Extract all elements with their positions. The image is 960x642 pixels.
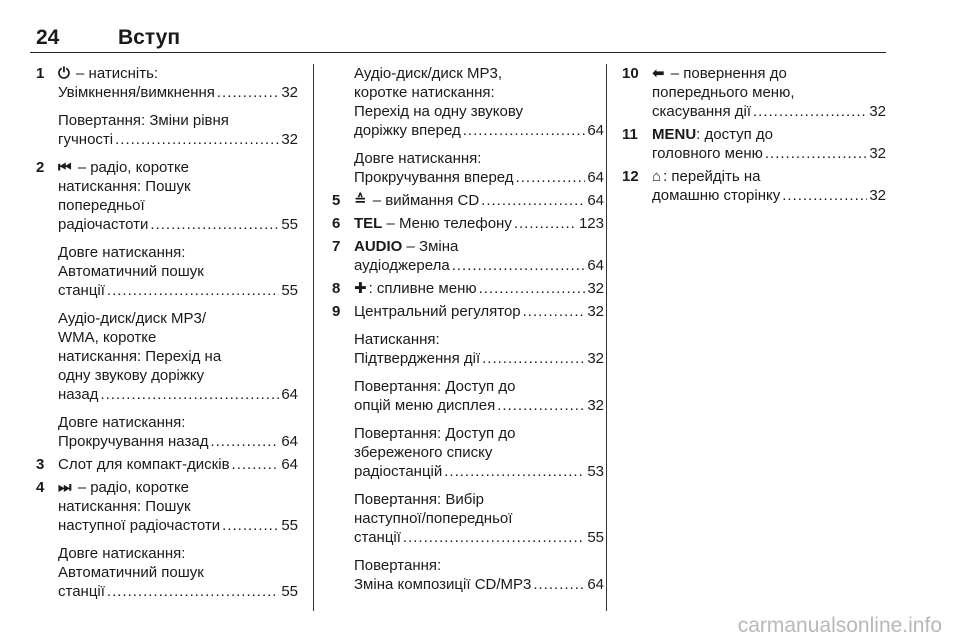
column-divider [606, 64, 607, 611]
item-number: 3 [36, 456, 45, 473]
toc-ref: Центральний регулятор ..... 32 [354, 302, 604, 321]
toc-ref: радіочастоти ..... 55 [58, 215, 298, 234]
toc-ref: назад ..... 64 [58, 385, 298, 404]
header-divider [30, 52, 886, 53]
toc-ref: Прокручування вперед ..... 64 [354, 168, 604, 187]
power-icon: ⏻ [58, 65, 70, 82]
back-arrow-icon: ⬅ [652, 65, 665, 82]
item-number: 11 [622, 126, 638, 143]
item-number: 10 [622, 65, 639, 82]
page-number: 24 [36, 26, 60, 49]
column-1 [36, 64, 298, 601]
item-11: 11 MENU: доступ до головного меню ..... 32 [622, 125, 886, 163]
item-number: 2 [36, 159, 45, 176]
toc-ref: головного меню ..... 32 [652, 144, 886, 163]
toc-ref: ✚ : спливне меню ..... 32 [354, 279, 604, 298]
page-header [30, 26, 886, 54]
audio-key: AUDIO [354, 238, 403, 255]
plus-icon: ✚ [354, 280, 367, 297]
toc-ref: Слот для компакт-дисків ..... 64 [58, 455, 298, 474]
toc-ref: аудіоджерела ..... 64 [354, 256, 604, 275]
item-4: 4 ⏭ – радіо, коротке натискання: Пошук наступної радіочастоти ..... 55 Довге натискання: Автоматичний пошук станції ..... 55 [36, 478, 298, 601]
item-6 [332, 214, 604, 233]
skip-back-icon: ⏮ [58, 159, 72, 176]
toc-ref: станції ..... 55 [58, 582, 298, 601]
item-number: 4 [36, 479, 45, 496]
toc-ref: станції ..... 55 [354, 528, 604, 547]
toc-ref: наступної радіочастоти ..... 55 [58, 516, 298, 535]
item-number: 1 [36, 65, 45, 82]
item-number: 5 [332, 192, 341, 209]
toc-ref: Зміна композиції CD/MP3 ..... 64 [354, 575, 604, 594]
item-1: 1 ⏻ – натисніть: Увімкнення/вимкнення ..... 32 Повертання: Зміни рівня гучності ..... 32 [36, 64, 298, 149]
toc-ref: доріжку вперед ..... 64 [354, 121, 604, 140]
item-4-continued: Аудіо-диск/диск MP3, коротке натискання: Перехід на одну звукову доріжку вперед ..... 64 Довге натискання: Прокручування вперед ..... 64 [332, 64, 604, 187]
toc-ref: TEL – Меню телефону ..... 123 [354, 214, 604, 233]
eject-icon: ≙ [354, 192, 367, 209]
item-10: 10 ⬅ – повернення до попереднього меню, скасування дії ..... 32 [622, 64, 886, 121]
toc-ref: ≙ – виймання CD ..... 64 [354, 191, 604, 210]
item-3 [36, 455, 298, 474]
column-2 [332, 64, 604, 594]
toc-ref: Прокручування назад ..... 64 [58, 432, 298, 451]
tel-key: TEL [354, 215, 383, 232]
page-title: Вступ [118, 26, 181, 49]
toc-ref: опцій меню дисплея ..... 32 [354, 396, 604, 415]
toc-ref: гучності ..... 32 [58, 130, 298, 149]
item-8 [332, 279, 604, 298]
toc-ref: скасування дії ..... 32 [652, 102, 886, 121]
item-number: 8 [332, 280, 341, 297]
item-number: 9 [332, 303, 341, 320]
item-number: 7 [332, 238, 341, 255]
menu-key: MENU [652, 126, 697, 143]
toc-ref: станції ..... 55 [58, 281, 298, 300]
home-icon: ⌂ [652, 168, 662, 185]
toc-ref: Підтвердження дії ..... 32 [354, 349, 604, 368]
toc-ref: домашню сторінку ..... 32 [652, 186, 886, 205]
item-9: 9 Центральний регулятор ..... 32 Натискання: Підтвердження дії ..... 32 Повертання: Доступ до опцій меню дисплея ..... 32 Повертання: Доступ до збереженого списку радіостанцій ..... 53 Повертання: Вибір наступної/попередньої станції ..... 55 Повертання: Зміна композиції CD/MP3 ..... 64 [332, 302, 604, 594]
item-5 [332, 191, 604, 210]
column-divider [313, 64, 314, 611]
watermark: carmanualsonline.info [737, 614, 942, 637]
item-2: 2 ⏮ – радіо, коротке натискання: Пошук попередньої радіочастоти ..... 55 Довге натискання: Автоматичний пошук станції ..... 55 Аудіо-диск/диск MP3/ WMA, коротке натискання: Перехід на одну звукову доріжку назад ..... 64 Довге натискання: Прокручування назад ..... 64 [36, 158, 298, 451]
toc-ref: Увімкнення/вимкнення ..... 32 [58, 83, 298, 102]
skip-forward-icon: ⏭ [58, 479, 72, 496]
item-number: 12 [622, 168, 639, 185]
item-number: 6 [332, 215, 341, 232]
toc-ref: радіостанцій ..... 53 [354, 462, 604, 481]
column-3 [622, 64, 886, 205]
item-12: 12 ⌂ : перейдіть на домашню сторінку ..... 32 [622, 167, 886, 205]
item-7: 7 AUDIO – Зміна аудіоджерела ..... 64 [332, 237, 604, 275]
